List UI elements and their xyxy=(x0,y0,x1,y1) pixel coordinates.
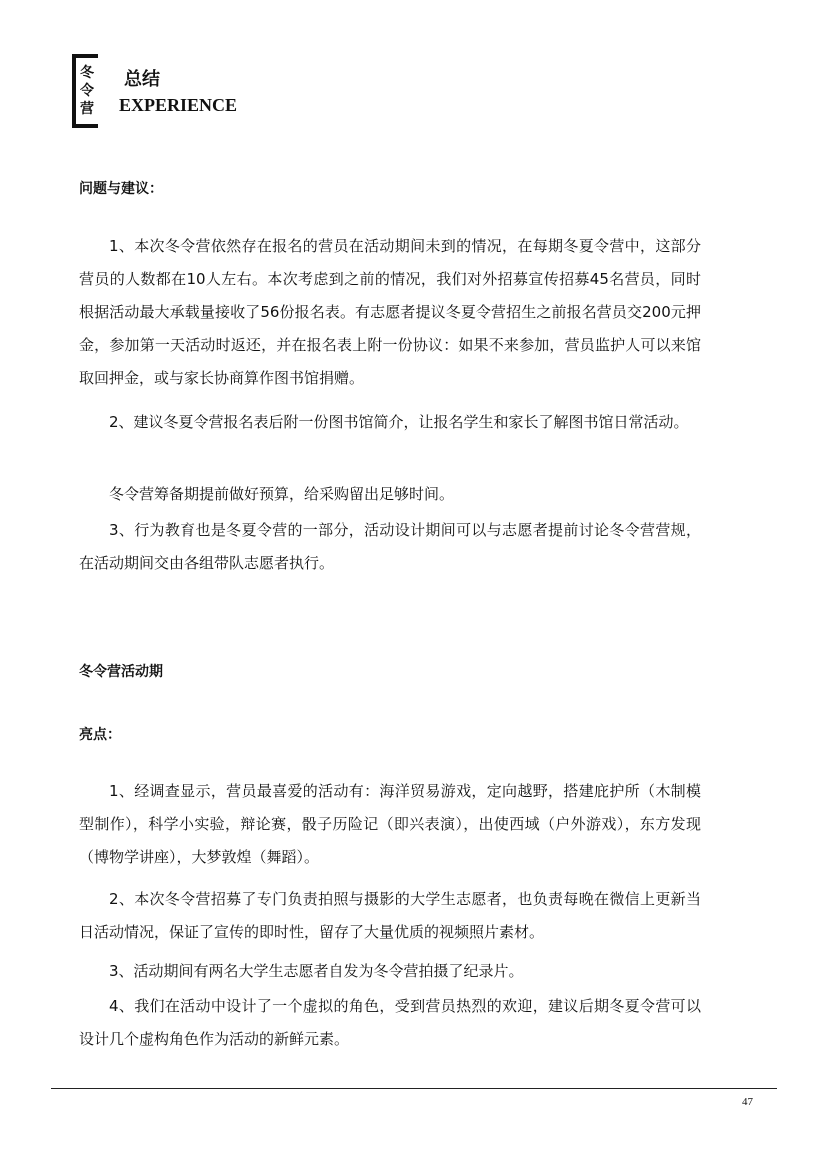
highlight-paragraph-1: 1、经调查显示，营员最喜爱的活动有：海洋贸易游戏，定向越野，搭建庇护所（木制模型制作），科学小实验，辩论赛，骰子历险记（即兴表演），出使西域（户外游戏），东方发现（博物学讲座），大梦敦煌（舞蹈）。 xyxy=(79,782,701,866)
page-number: 47 xyxy=(742,1096,753,1108)
problem-paragraph-3: 冬令营筹备期提前做好预算，给采购留出足够时间。 xyxy=(109,485,455,503)
badge-bar xyxy=(72,54,76,128)
footer-divider xyxy=(51,1088,777,1089)
page-title-en: EXPERIENCE xyxy=(119,95,238,115)
problem-paragraph-2: 2、建议冬夏令营报名表后附一份图书馆简介，让报名学生和家长了解图书馆日常活动。 xyxy=(109,413,689,431)
highlight-paragraph-2: 2、本次冬令营招募了专门负责拍照与摄影的大学生志愿者，也负责每晚在微信上更新当日活动情况，保证了宣传的即时性，留存了大量优质的视频照片素材。 xyxy=(79,890,701,941)
badge-bracket-bottom xyxy=(72,124,98,128)
page-title-cn: 总结 xyxy=(124,69,160,90)
highlight-paragraph-4: 4、我们在活动中设计了一个虚拟的角色，受到营员热烈的欢迎，建议后期冬夏令营可以设计几个虚构角色作为活动的新鲜元素。 xyxy=(79,997,701,1048)
activity-period-title: 冬令营活动期 xyxy=(79,664,163,680)
problems-heading: 问题与建议： xyxy=(79,181,163,197)
badge-bracket-top xyxy=(72,54,98,58)
badge-text: 冬令营 xyxy=(80,65,94,117)
problem-paragraph-4: 3、行为教育也是冬夏令营的一部分，活动设计期间可以与志愿者提前讨论冬令营营规，在活动期间交由各组带队志愿者执行。 xyxy=(79,521,701,572)
problem-paragraph-1: 1、本次冬令营依然存在报名的营员在活动期间未到的情况，在每期冬夏令营中，这部分营员的人数都在10人左右。本次考虑到之前的情况，我们对外招募宣传招募45名营员，同时根据活动最大承载量接收了56份报名表。有志愿者提议冬夏令营招生之前报名营员交200元押金，参加第一天活动时返还，并在报名表上附一份协议：如果不来参加，营员监护人可以来馆取回押金，或与家长协商算作图书馆捐赠。 xyxy=(79,237,701,387)
section-badge xyxy=(72,54,98,128)
highlight-paragraph-3: 3、活动期间有两名大学生志愿者自发为冬令营拍摄了纪录片。 xyxy=(109,962,524,980)
highlights-heading: 亮点： xyxy=(79,727,121,743)
